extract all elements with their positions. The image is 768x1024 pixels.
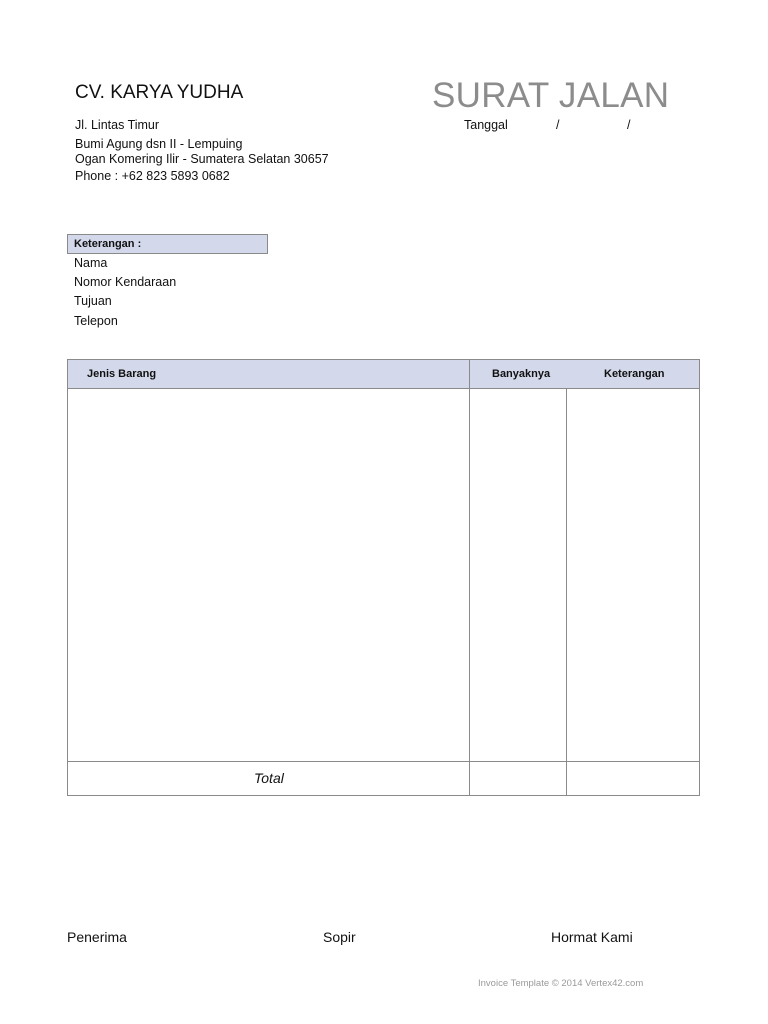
- signature-hormat-kami: Hormat Kami: [551, 929, 633, 945]
- date-separator: /: [627, 118, 631, 132]
- company-name: CV. KARYA YUDHA: [75, 82, 244, 103]
- date-separator: /: [556, 118, 560, 132]
- date-label: Tanggal: [464, 118, 508, 132]
- total-label: Total: [254, 770, 284, 786]
- total-row-divider: [68, 761, 699, 762]
- field-tujuan: Tujuan: [74, 294, 112, 308]
- column-divider: [566, 388, 567, 796]
- signature-sopir: Sopir: [323, 929, 356, 945]
- items-table: [67, 359, 700, 796]
- field-nama: Nama: [74, 256, 108, 270]
- keterangan-heading: Keterangan :: [67, 234, 268, 254]
- address-line: Ogan Komering Ilir - Sumatera Selatan 30657: [75, 152, 329, 166]
- phone-line: Phone : +62 823 5893 0682: [75, 169, 230, 183]
- footer-credit: Invoice Template © 2014 Vertex42.com: [478, 978, 644, 989]
- column-keterangan: Keterangan: [604, 368, 665, 380]
- field-telepon: Telepon: [74, 314, 118, 328]
- signature-penerima: Penerima: [67, 929, 127, 945]
- column-divider: [469, 360, 470, 796]
- column-banyaknya: Banyaknya: [492, 368, 551, 380]
- column-jenis-barang: Jenis Barang: [87, 368, 157, 380]
- table-header: [68, 360, 699, 389]
- address-line: Bumi Agung dsn II - Lempuing: [75, 137, 243, 151]
- document-title: SURAT JALAN: [432, 76, 670, 115]
- field-nomor-kendaraan: Nomor Kendaraan: [74, 275, 177, 289]
- address-line: Jl. Lintas Timur: [75, 118, 160, 132]
